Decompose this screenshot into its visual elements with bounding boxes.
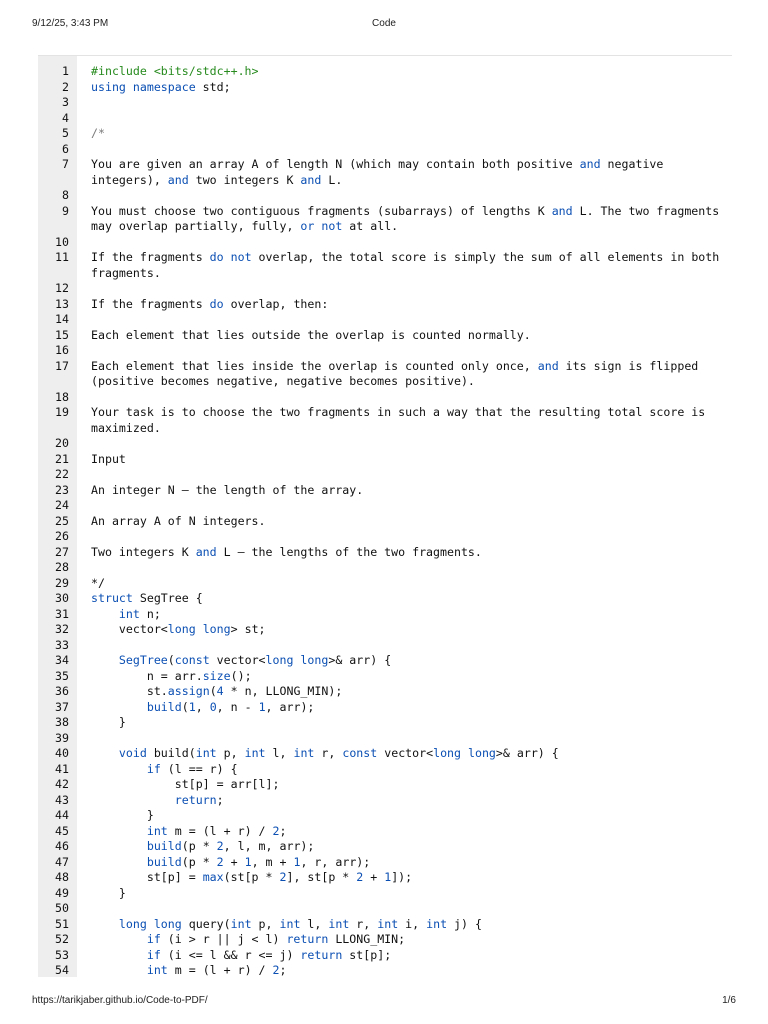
code-token: and — [579, 157, 601, 171]
code-token: Two integers K — [91, 544, 196, 559]
code-token: vector< — [91, 622, 168, 636]
code-line — [38, 281, 732, 297]
code-text — [91, 669, 723, 685]
code-token: int — [328, 916, 350, 931]
code-line — [38, 886, 732, 902]
code-token: (); — [230, 668, 252, 683]
code-token: /* — [91, 126, 105, 140]
code-line — [38, 111, 732, 127]
line-number: 52 — [55, 932, 69, 946]
code-line — [38, 64, 732, 80]
line-number: 23 — [55, 482, 69, 497]
line-number: 7 — [62, 157, 69, 171]
code-token: } — [91, 715, 126, 729]
line-number: 50 — [55, 901, 69, 915]
code-token: ]); — [391, 870, 413, 884]
code-token — [91, 963, 147, 977]
code-token — [91, 855, 147, 869]
line-number: 54 — [55, 963, 69, 977]
line-number: 44 — [55, 808, 69, 822]
code-text — [91, 917, 723, 933]
code-line — [38, 188, 732, 204]
code-text — [91, 684, 723, 700]
code-line — [38, 359, 732, 390]
code-token: int — [146, 823, 168, 838]
code-token: (st[p * — [223, 870, 280, 884]
code-text — [91, 514, 723, 530]
line-number: 15 — [55, 327, 69, 342]
code-token: 2 — [216, 854, 224, 869]
code-token: using namespace — [91, 79, 196, 94]
code-line — [38, 638, 732, 654]
code-token: overlap, the total score is simply the sum of all elements in both fragments. — [91, 250, 727, 280]
code-token: not — [321, 219, 343, 233]
line-number: 49 — [55, 885, 69, 900]
code-text — [91, 963, 723, 977]
code-text — [91, 870, 723, 886]
code-token: long long — [167, 622, 231, 636]
code-token: * n, LLONG_MIN); — [223, 684, 343, 698]
code-token: or — [300, 219, 315, 233]
code-token: (p * — [181, 839, 217, 853]
code-token: >& arr) { — [495, 746, 559, 760]
code-token — [91, 746, 119, 760]
code-text — [91, 405, 723, 436]
code-token: ; — [279, 823, 287, 838]
code-line — [38, 483, 732, 499]
code-line — [38, 793, 732, 809]
code-token: (l == r) { — [160, 761, 238, 776]
code-token: p, — [251, 916, 280, 931]
code-line — [38, 669, 732, 685]
code-token: st[p]; — [342, 947, 392, 962]
code-line — [38, 607, 732, 623]
line-number: 33 — [55, 637, 69, 652]
code-token: const — [342, 746, 378, 760]
line-number: 26 — [55, 529, 69, 543]
code-token: its sign is flipped (positive becomes negative, negative becomes positive). — [91, 358, 706, 388]
code-token: query( — [181, 916, 231, 931]
code-line — [38, 901, 732, 917]
code-token: LLONG_MIN; — [328, 932, 406, 946]
code-token: if — [146, 947, 161, 962]
code-lines — [38, 64, 732, 977]
code-token: 1 — [188, 699, 196, 714]
code-line — [38, 560, 732, 576]
code-token: } — [91, 808, 154, 822]
code-token: , — [195, 699, 210, 714]
code-token: 2 — [279, 870, 287, 884]
code-token — [91, 607, 119, 621]
code-token: m = (l + r) / — [167, 963, 273, 977]
code-token: long long — [433, 746, 496, 760]
code-token: An integer N — the length of the array. — [91, 482, 364, 497]
code-line — [38, 343, 732, 359]
code-token: (i <= l && r <= j) — [160, 947, 301, 962]
code-text — [91, 591, 723, 607]
code-token: Each element that lies outside the overlap is counted normally. — [91, 327, 531, 342]
code-line — [38, 405, 732, 436]
code-line — [38, 436, 732, 452]
code-token: SegTree — [118, 653, 168, 667]
line-number: 48 — [55, 870, 69, 884]
line-number: 10 — [55, 234, 69, 249]
code-token: If the fragments — [91, 250, 210, 264]
code-text — [91, 622, 723, 638]
code-line — [38, 80, 732, 96]
code-token — [91, 839, 147, 853]
line-number: 32 — [55, 622, 69, 636]
code-line — [38, 715, 732, 731]
code-token: long long — [265, 653, 329, 667]
code-token: 2 — [272, 823, 280, 838]
code-line — [38, 95, 732, 111]
code-token — [91, 762, 147, 776]
code-token: p, — [216, 746, 245, 760]
code-token: int — [426, 916, 448, 931]
line-number: 39 — [55, 730, 69, 745]
line-number: 29 — [55, 575, 69, 590]
code-text — [91, 932, 723, 948]
code-line — [38, 731, 732, 747]
line-number: 42 — [55, 777, 69, 791]
line-number: 17 — [55, 358, 69, 373]
code-token: L — the lengths of the two fragments. — [216, 544, 482, 559]
code-token: and — [195, 544, 217, 559]
code-text — [91, 746, 723, 762]
code-line — [38, 235, 732, 251]
code-token: 2 — [216, 839, 224, 853]
code-token: */ — [91, 575, 105, 590]
print-datetime: 9/12/25, 3:43 PM — [32, 18, 109, 29]
code-token: negative integers), — [91, 157, 671, 187]
line-number: 9 — [62, 203, 69, 218]
code-token: const — [174, 653, 210, 667]
code-token: int — [230, 916, 252, 931]
page-url: https://tarikjaber.github.io/Code-to-PDF/ — [32, 995, 208, 1006]
code-token: and — [300, 172, 322, 187]
code-token: int — [279, 916, 301, 931]
code-token: assign — [167, 684, 210, 698]
code-token: r, — [314, 746, 343, 760]
code-line — [38, 839, 732, 855]
code-token: vector< — [209, 653, 266, 667]
code-token: If the fragments — [91, 296, 210, 311]
code-text — [91, 808, 723, 824]
code-token: ( — [181, 699, 189, 714]
code-token: int — [293, 746, 315, 760]
code-token: (i > r || j < l) — [160, 932, 287, 946]
code-token: st. — [91, 684, 168, 698]
line-number: 51 — [55, 916, 69, 931]
code-token: j) { — [447, 916, 482, 931]
code-line — [38, 312, 732, 328]
line-number: 6 — [62, 141, 69, 156]
code-token: int — [118, 606, 140, 621]
code-token: , m + — [251, 854, 294, 869]
line-number: 46 — [55, 839, 69, 853]
code-token — [91, 948, 147, 962]
code-text — [91, 126, 723, 142]
code-token: and — [537, 358, 559, 373]
code-line — [38, 297, 732, 313]
code-line — [38, 824, 732, 840]
code-line — [38, 777, 732, 793]
line-number: 2 — [62, 79, 69, 94]
code-token: build( — [146, 746, 196, 760]
code-token — [224, 250, 231, 264]
code-token: do — [209, 296, 224, 311]
code-line — [38, 452, 732, 468]
code-line — [38, 948, 732, 964]
line-number: 37 — [55, 699, 69, 714]
code-token: not — [230, 250, 252, 264]
code-token: build — [146, 854, 182, 869]
line-number: 38 — [55, 715, 69, 729]
code-token: ( — [167, 653, 175, 667]
code-line — [38, 917, 732, 933]
code-text — [91, 64, 723, 80]
code-text — [91, 576, 723, 592]
code-token: 4 — [216, 684, 224, 698]
code-token: two integers K — [188, 172, 301, 187]
code-line — [38, 700, 732, 716]
code-line — [38, 250, 732, 281]
code-line — [38, 808, 732, 824]
line-number: 14 — [55, 312, 69, 326]
line-number: 28 — [55, 560, 69, 574]
code-text — [91, 359, 723, 390]
code-token: st[p] = arr[l]; — [91, 777, 280, 791]
code-line — [38, 576, 732, 592]
code-text — [91, 483, 723, 499]
code-line — [38, 963, 732, 977]
code-token: , arr); — [265, 699, 315, 714]
code-token: #include <bits/stdc++.h> — [91, 64, 259, 78]
code-line — [38, 855, 732, 871]
code-line — [38, 762, 732, 778]
line-number: 12 — [55, 281, 69, 295]
code-token: m = (l + r) / — [167, 823, 273, 838]
line-number: 34 — [55, 653, 69, 667]
code-token: std; — [195, 79, 231, 94]
code-token — [91, 653, 119, 667]
code-token — [91, 700, 147, 714]
line-number: 19 — [55, 405, 69, 419]
code-token: , n - — [216, 699, 259, 714]
code-text — [91, 839, 723, 855]
code-token — [91, 917, 119, 931]
code-line — [38, 514, 732, 530]
line-number: 35 — [55, 668, 69, 683]
code-token: i, — [398, 916, 427, 931]
code-text — [91, 886, 723, 902]
code-line — [38, 328, 732, 344]
code-token: struct — [91, 591, 133, 605]
code-line — [38, 157, 732, 188]
code-token: vector< — [377, 746, 434, 760]
code-text — [91, 777, 723, 793]
line-number: 25 — [55, 513, 69, 528]
code-text — [91, 452, 723, 468]
code-text — [91, 297, 723, 313]
code-token: + — [223, 854, 245, 869]
code-token — [91, 932, 147, 946]
code-text — [91, 250, 727, 281]
line-number: 16 — [55, 343, 69, 357]
code-line — [38, 746, 732, 762]
line-number: 40 — [55, 746, 69, 760]
code-token: if — [146, 932, 161, 946]
code-token: > st; — [230, 622, 266, 636]
code-token: return — [174, 792, 217, 807]
code-token: long long — [118, 916, 182, 931]
code-token: 0 — [209, 699, 217, 714]
code-token: Your task is to choose the two fragments in such a way that the resulting total score is maximized. — [91, 405, 713, 435]
line-number: 27 — [55, 544, 69, 559]
code-text — [91, 793, 723, 809]
code-text — [91, 157, 723, 188]
line-number: 30 — [55, 591, 69, 605]
line-number: 43 — [55, 792, 69, 807]
code-text — [91, 715, 723, 731]
code-token: 1 — [258, 699, 266, 714]
code-text — [91, 700, 723, 716]
code-line — [38, 126, 732, 142]
line-number: 31 — [55, 606, 69, 621]
line-number: 53 — [55, 947, 69, 962]
code-token: 1 — [244, 854, 252, 869]
code-token: at all. — [342, 219, 399, 233]
code-token: and — [551, 203, 573, 218]
code-line — [38, 653, 732, 669]
code-token: ; — [216, 792, 224, 807]
code-token: L. — [321, 172, 343, 187]
line-number: 13 — [55, 296, 69, 311]
code-token: + — [363, 870, 385, 884]
code-token: return — [286, 932, 329, 946]
line-number: 20 — [55, 436, 69, 450]
code-token: An array A of N integers. — [91, 513, 266, 528]
code-token: r, — [349, 916, 378, 931]
line-number: 1 — [62, 64, 69, 78]
code-token: L. The two fragments may overlap partially, fully, — [91, 203, 727, 233]
code-token: 1 — [293, 854, 301, 869]
code-token: max — [202, 870, 224, 884]
code-token: and — [167, 172, 189, 187]
code-line — [38, 529, 732, 545]
line-number: 3 — [62, 95, 69, 109]
code-token: , r, arr); — [300, 854, 371, 869]
code-line — [38, 498, 732, 514]
code-token: You must choose two contiguous fragments (subarrays) of lengths K — [91, 203, 552, 218]
code-text — [91, 607, 723, 623]
code-token: Input — [91, 451, 126, 466]
line-number: 5 — [62, 126, 69, 140]
page-number: 1/6 — [722, 995, 736, 1006]
code-line — [38, 390, 732, 406]
code-line — [38, 622, 732, 638]
code-token: n; — [139, 606, 161, 621]
code-token: void — [118, 746, 147, 760]
code-token — [91, 824, 147, 838]
line-number: 18 — [55, 389, 69, 404]
code-line — [38, 467, 732, 483]
code-line — [38, 870, 732, 886]
line-number: 11 — [55, 250, 69, 264]
code-token: n = arr. — [91, 668, 203, 683]
code-token: 2 — [356, 870, 364, 884]
code-token: if — [146, 761, 161, 776]
code-token: build — [146, 839, 182, 853]
line-number: 8 — [62, 188, 69, 202]
code-token: (p * — [181, 854, 217, 869]
code-token: build — [146, 699, 182, 714]
code-token: SegTree { — [132, 591, 203, 605]
code-token: int — [146, 963, 168, 977]
code-text — [91, 80, 723, 96]
code-token: overlap, then: — [223, 296, 329, 311]
code-line — [38, 684, 732, 700]
code-token: ], st[p * — [286, 870, 357, 884]
code-token: size — [202, 668, 231, 683]
code-line — [38, 591, 732, 607]
code-token: return — [300, 947, 343, 962]
code-token: 1 — [384, 870, 392, 884]
code-token: 2 — [272, 963, 280, 977]
code-token: l, — [300, 916, 329, 931]
code-token: l, — [265, 746, 294, 760]
code-token: int — [244, 746, 266, 760]
line-number: 41 — [55, 761, 69, 776]
code-text — [91, 653, 723, 669]
code-line — [38, 545, 732, 561]
code-token: int — [195, 746, 217, 760]
code-text — [91, 855, 723, 871]
line-number: 22 — [55, 467, 69, 481]
code-text — [91, 203, 727, 235]
code-text — [91, 824, 723, 840]
line-number: 36 — [55, 684, 69, 698]
code-token: Each element that lies inside the overlap is counted only once, — [91, 358, 538, 373]
line-number: 24 — [55, 498, 69, 512]
code-token: ; — [279, 963, 287, 977]
code-token: st[p] = — [91, 870, 203, 884]
code-text — [91, 762, 723, 778]
line-number: 45 — [55, 823, 69, 838]
code-line — [38, 142, 732, 158]
code-line — [38, 204, 732, 235]
code-token — [91, 793, 175, 807]
code-token: >& arr) { — [328, 653, 392, 667]
code-token: int — [377, 916, 399, 931]
code-text — [91, 328, 723, 344]
line-number: 47 — [55, 854, 69, 869]
code-block — [38, 55, 732, 977]
code-token: , l, m, arr); — [223, 839, 315, 853]
code-text — [91, 545, 723, 561]
code-token: do — [209, 250, 224, 264]
code-token: ( — [209, 684, 217, 698]
line-number: 4 — [62, 110, 69, 125]
page-title: Code — [372, 18, 396, 29]
line-number: 21 — [55, 451, 69, 466]
code-line — [38, 932, 732, 948]
code-token: } — [91, 885, 126, 900]
code-text — [91, 948, 723, 964]
code-token: You are given an array A of length N (which may contain both positive — [91, 157, 580, 171]
